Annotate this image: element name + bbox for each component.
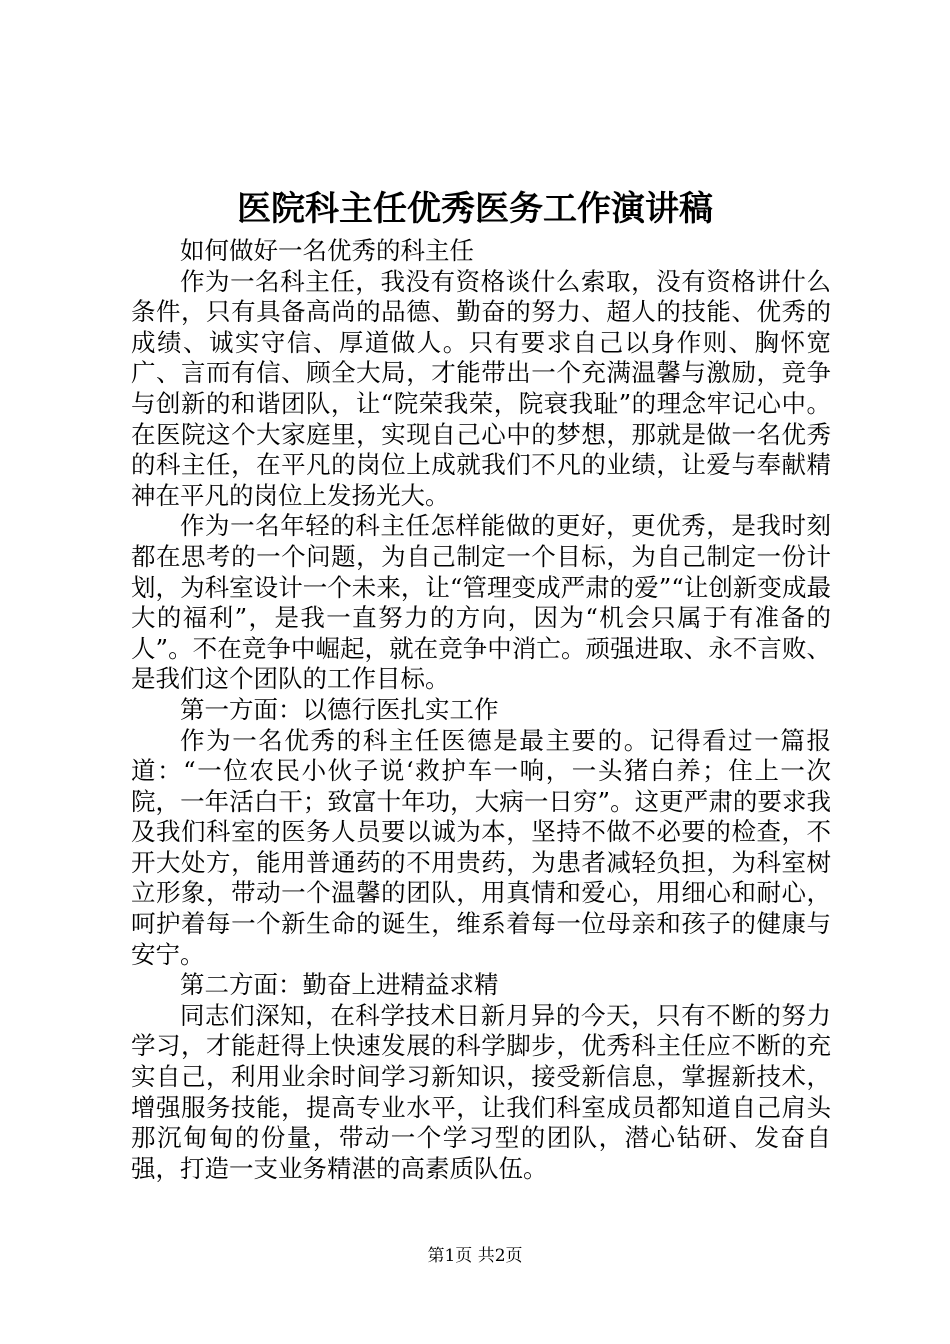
paragraph: 作为一名科主任，我没有资格谈什么索取，没有资格讲什么条件，只有具备高尚的品德、勤奋的努力、超人的技能、优秀的成绩、诚实守信、厚道做人。只有要求自己以身作则、胸怀宽广、言而有信、顾全大局，才能带出一个充满温馨与激励，竞争与创新的和谐团队，让“院荣我荣，院衰我耻”的理念牢记心中。在医院这个大家庭里，实现自己心中的梦想，那就是做一名优秀的科主任，在平凡的岗位上成就我们不凡的业绩，让爱与奉献精神在平凡的岗位上发扬光大。 (131, 266, 831, 510)
section-heading: 第一方面：以德行医扎实工作 (180, 694, 499, 724)
paragraph: 作为一名优秀的科主任医德是最主要的。记得看过一篇报道：“一位农民小伙子说‘救护车一响，一头猪白养；住上一次院，一年活白干；致富十年功，大病一日穷”。这更严肃的要求我及我们科室的医务人员要以诚为本，坚持不做不必要的检查，不开大处方，能用普通药的不用贵药，为患者减轻负担，为科室树立形象，带动一个温馨的团队，用真情和爱心，用细心和耐心，呵护着每一个新生命的诞生，维系着每一位母亲和孩子的健康与安宁。 (131, 725, 831, 969)
paragraph: 作为一名年轻的科主任怎样能做的更好，更优秀，是我时刻都在思考的一个问题，为自己制定一个目标，为自己制定一份计划，为科室设计一个未来，让“管理变成严肃的爱”“让创新变成最大的福利”，是我一直努力的方向，因为“机会只属于有准备的人”。不在竞争中崛起，就在竞争中消亡。顽强进取、永不言败、是我们这个团队的工作目标。 (131, 511, 831, 694)
document-body (131, 236, 831, 1184)
section-heading: 第二方面：勤奋上进精益求精 (180, 970, 499, 1000)
document-title: 医院科主任优秀医务工作演讲稿 (237, 189, 713, 229)
paragraph: 同志们深知，在科学技术日新月异的今天，只有不断的努力学习，才能赶得上快速发展的科学脚步，优秀科主任应不断的充实自己，利用业余时间学习新知识，接受新信息，掌握新技术，增强服务技能，提高专业水平，让我们科室成员都知道自己肩头那沉甸甸的份量，带动一个学习型的团队，潜心钻研、发奋自强，打造一支业务精湛的高素质队伍。 (131, 1000, 831, 1183)
paragraph-heading: 如何做好一名优秀的科主任 (180, 236, 474, 265)
page-footer: 第1页 共2页 (427, 1246, 523, 1266)
